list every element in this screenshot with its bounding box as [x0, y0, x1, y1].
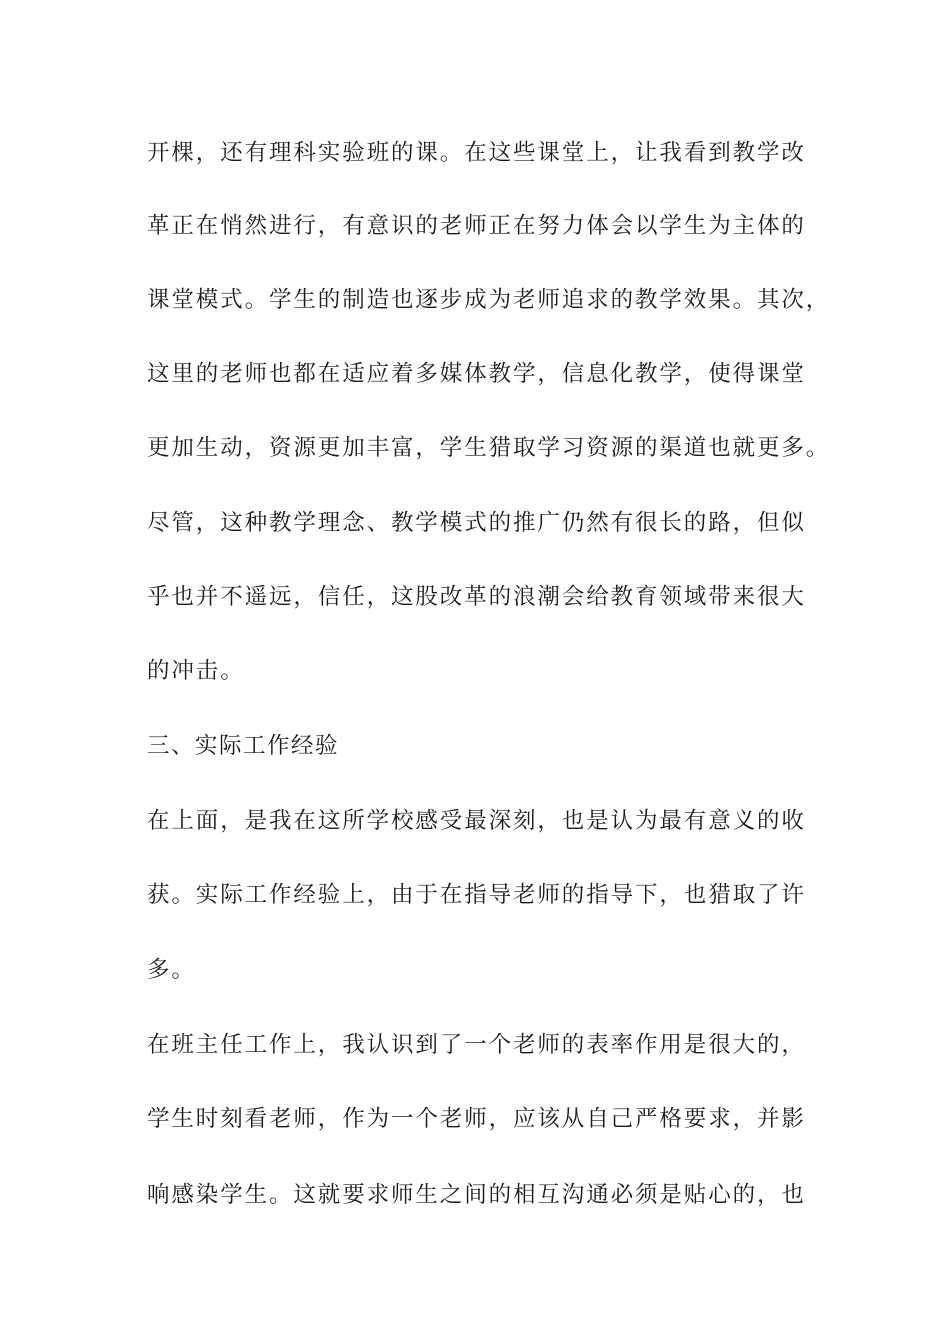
paragraph-line: 尽管，这种教学理念、教学模式的推广仍然有很长的路，但似: [147, 510, 806, 536]
paragraph-line: 在班主任工作上，我认识到了一个老师的表率作用是很大的，: [147, 1032, 806, 1058]
paragraph-line: 的冲击。: [147, 658, 245, 684]
paragraph-line: 多。: [147, 957, 196, 983]
paragraph-line: 课堂模式。学生的制造也逐步成为老师追求的教学效果。其次，: [147, 287, 831, 313]
paragraph-line: 更加生动，资源更加丰富，学生猎取学习资源的渠道也就更多。: [147, 435, 831, 461]
paragraph-line: 这里的老师也都在适应着多媒体教学，信息化教学，使得课堂: [147, 361, 806, 387]
paragraph-line: 获。实际工作经验上，由于在指导老师的指导下，也猎取了许: [147, 882, 806, 908]
paragraph-line: 革正在悄然进行，有意识的老师正在努力体会以学生为主体的: [147, 213, 806, 239]
paragraph-line: 学生时刻看老师，作为一个老师，应该从自己严格要求，并影: [147, 1106, 806, 1132]
paragraph-line: 乎也并不遥远，信任，这股改革的浪潮会给教育领域带来很大: [147, 584, 806, 610]
paragraph-line: 在上面，是我在这所学校感受最深刻，也是认为最有意义的收: [147, 808, 806, 834]
paragraph-line: 开棵，还有理科实验班的课。在这些课堂上，让我看到教学改: [147, 140, 806, 166]
paragraph-line: 响感染学生。这就要求师生之间的相互沟通必须是贴心的，也: [147, 1182, 806, 1208]
section-heading: 三、实际工作经验: [147, 733, 340, 759]
